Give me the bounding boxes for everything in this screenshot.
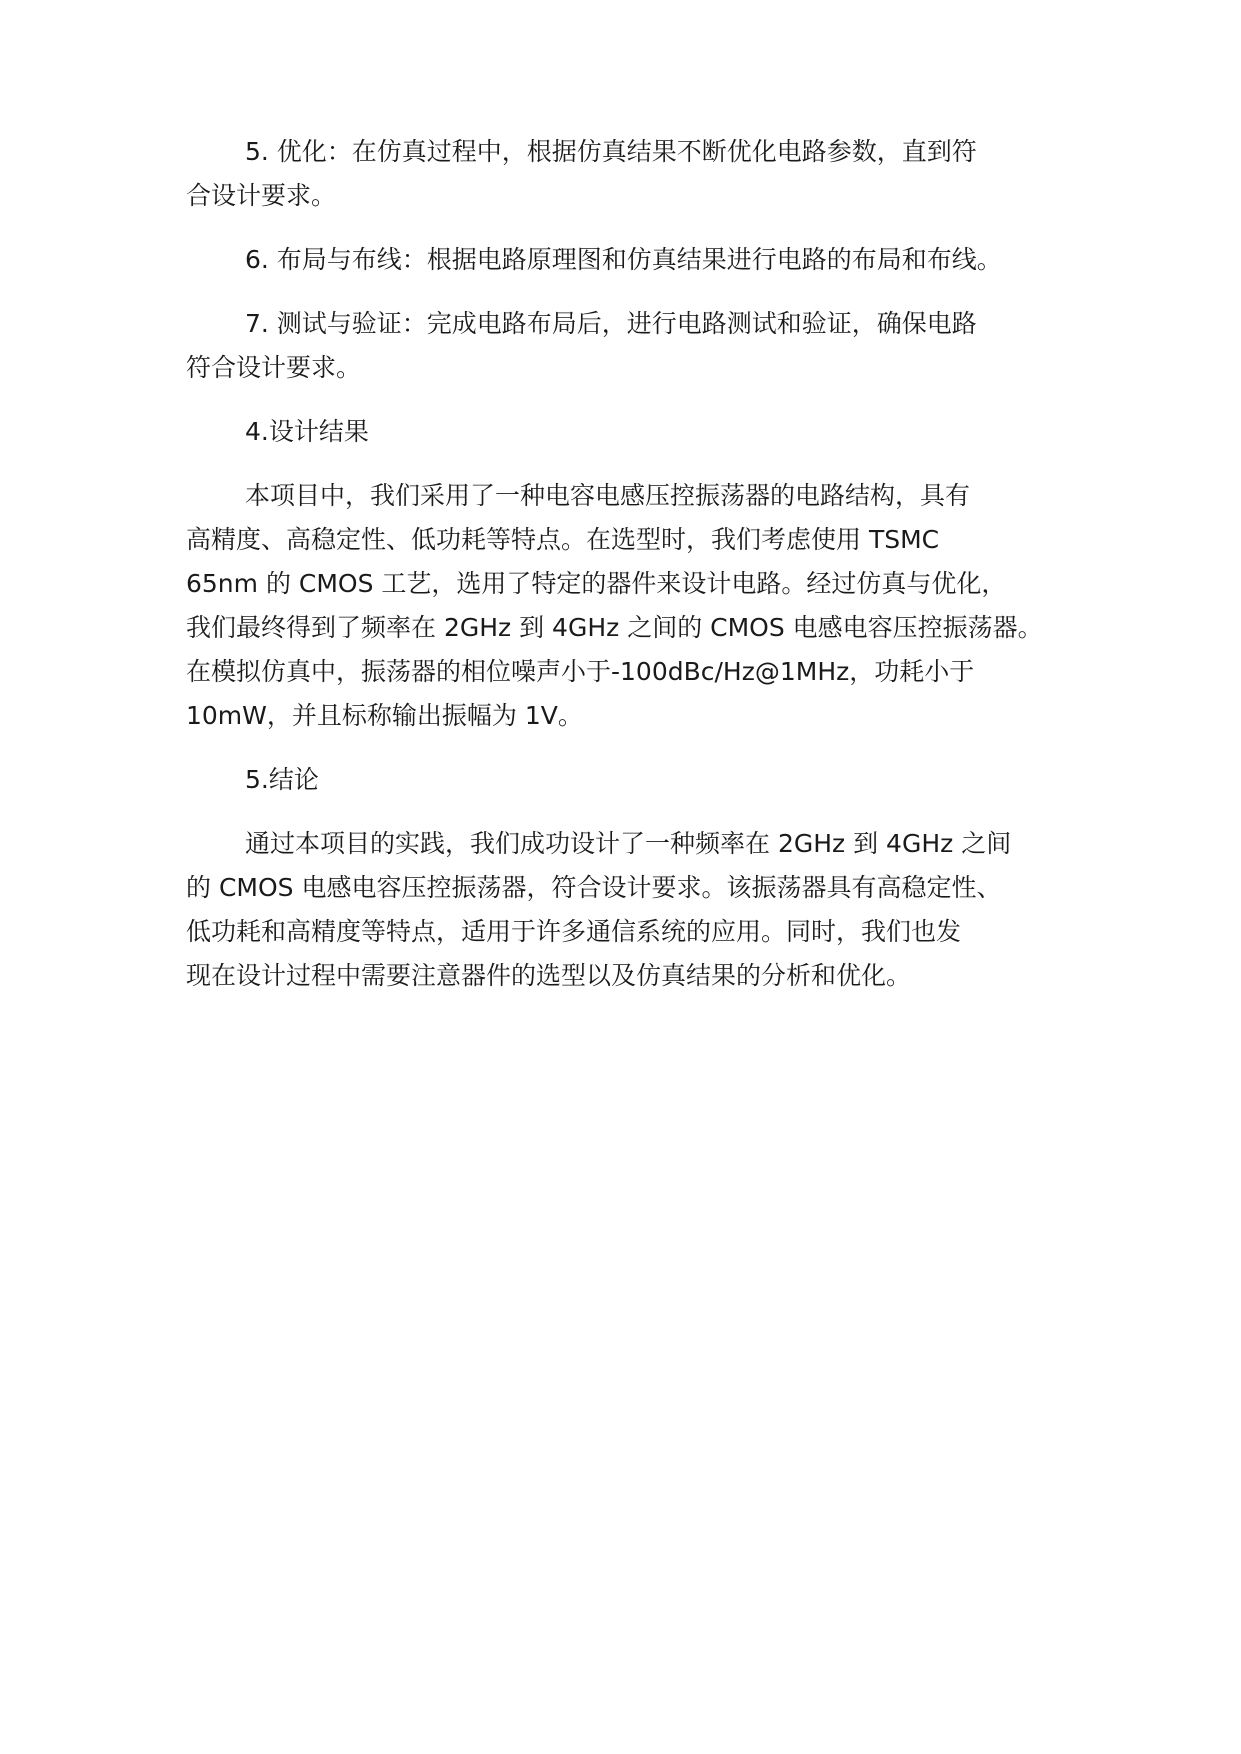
section-heading-design-results xyxy=(186,410,1066,454)
section-heading-conclusion xyxy=(186,758,1066,802)
paragraph-line: 现在设计过程中需要注意器件的选型以及仿真结果的分析和优化。 xyxy=(186,961,912,990)
section-heading: 4.设计结果 xyxy=(245,417,369,446)
paragraph-line: 高精度、高稳定性、低功耗等特点。在选型时，我们考虑使用 TSMC xyxy=(186,525,940,554)
paragraph-step-7-test-verification xyxy=(186,302,1066,390)
paragraph-line: 符合设计要求。 xyxy=(186,353,362,382)
paragraph-line: 6. 布局与布线：根据电路原理图和仿真结果进行电路的布局和布线。 xyxy=(245,245,1002,274)
paragraph-line: 通过本项目的实践，我们成功设计了一种频率在 2GHz 到 4GHz 之间 xyxy=(245,829,1012,858)
paragraph-line: 本项目中，我们采用了一种电容电感压控振荡器的电路结构，具有 xyxy=(245,481,971,510)
document-body xyxy=(186,130,1066,1018)
paragraph-line: 65nm 的 CMOS 工艺，选用了特定的器件来设计电路。经过仿真与优化， xyxy=(186,569,1007,598)
paragraph-conclusion xyxy=(186,822,1066,998)
paragraph-line: 的 CMOS 电感电容压控振荡器，符合设计要求。该振荡器具有高稳定性、 xyxy=(186,873,1002,902)
paragraph-line: 在模拟仿真中，振荡器的相位噪声小于-100dBc/Hz@1MHz，功耗小于 xyxy=(186,657,975,686)
paragraph-step-6-layout-routing xyxy=(186,238,1066,282)
paragraph-line: 7. 测试与验证：完成电路布局后，进行电路测试和验证，确保电路 xyxy=(245,309,977,338)
paragraph-line: 低功耗和高精度等特点，适用于许多通信系统的应用。同时，我们也发 xyxy=(186,917,962,946)
paragraph-line: 10mW，并且标称输出振幅为 1V。 xyxy=(186,701,583,730)
section-heading: 5.结论 xyxy=(245,765,319,794)
paragraph-design-results xyxy=(186,474,1066,738)
paragraph-line: 5. 优化：在仿真过程中，根据仿真结果不断优化电路参数，直到符 xyxy=(245,137,977,166)
paragraph-line: 我们最终得到了频率在 2GHz 到 4GHz 之间的 CMOS 电感电容压控振荡器。 xyxy=(186,613,1043,642)
paragraph-step-5-optimization xyxy=(186,130,1066,218)
paragraph-line: 合设计要求。 xyxy=(186,181,337,210)
